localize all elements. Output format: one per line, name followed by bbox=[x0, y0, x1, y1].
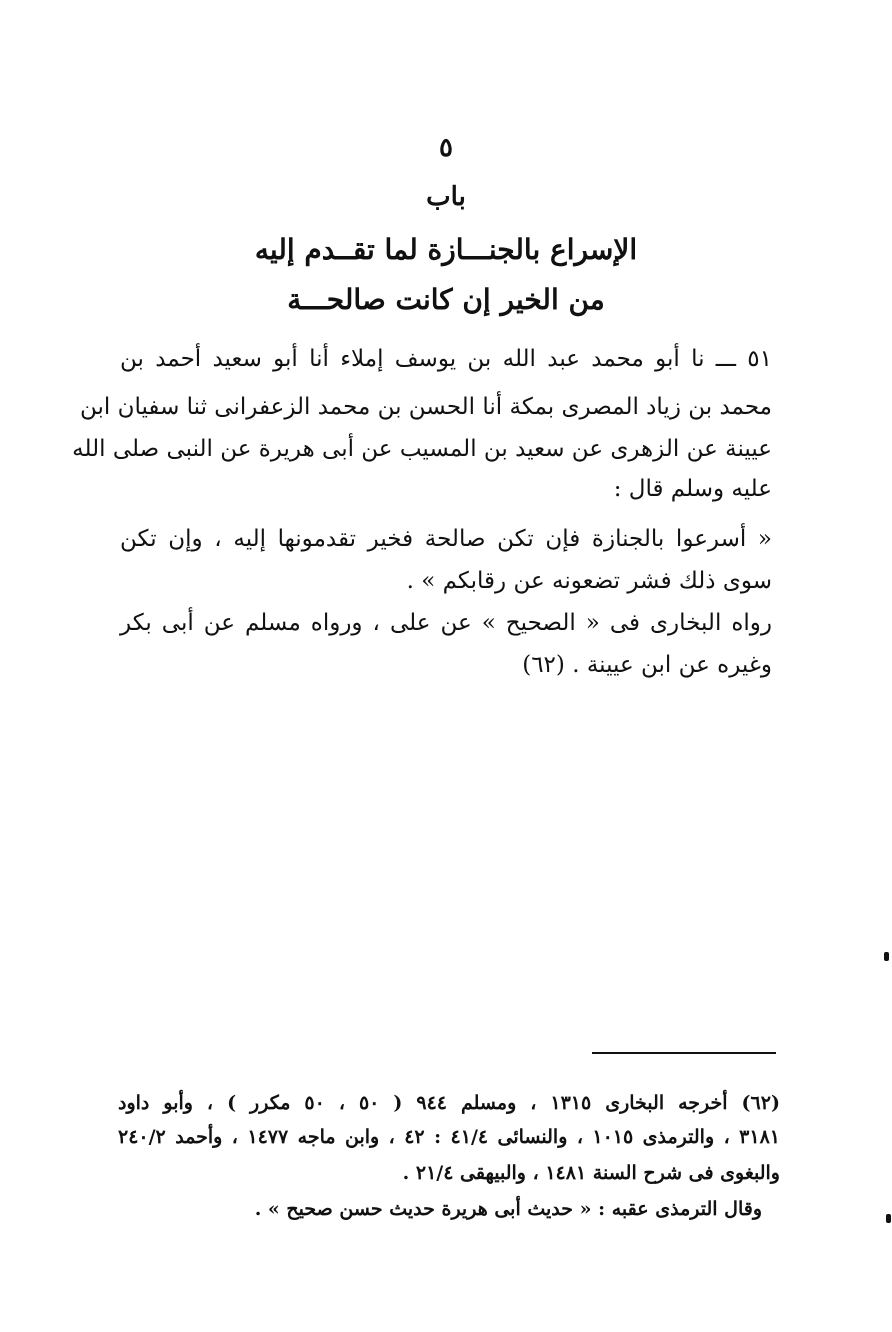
footnote-line-2: ٣١٨١ ، والترمذى ١٠١٥ ، والنسائى ٤١/٤ : ٤٢ ، وابن ماجه ١٤٧٧ ، وأحمد ٢٤٠/٢ bbox=[118, 1126, 780, 1148]
isnad-line-4: عليه وسلم قال : bbox=[613, 476, 772, 502]
chapter-title-line-2: من الخير إن كانت صالحـــة bbox=[287, 283, 605, 316]
footnote-line-3: والبغوى فى شرح السنة ١٤٨١ ، والبيهقى ٢١/٤ . bbox=[402, 1162, 780, 1184]
matn-line-2: سوى ذلك فشر تضعونه عن رقابكم » . bbox=[406, 568, 772, 594]
bab-heading: باب bbox=[426, 182, 466, 212]
footnote-separator bbox=[592, 1052, 776, 1054]
takhrij-line-1: رواه البخارى فى « الصحيح » عن على ، ورواه مسلم عن أبى بكر bbox=[120, 610, 772, 636]
footnote-line-1: (٦٢) أخرجه البخارى ١٣١٥ ، ومسلم ٩٤٤ ( ٥٠ ، ٥٠ مكرر ) ، وأبو داود bbox=[118, 1092, 780, 1114]
isnad-line-2: محمد بن زياد المصرى بمكة أنا الحسن بن محمد الزعفرانى ثنا سفيان ابن bbox=[79, 394, 772, 420]
chapter-title-line-1: الإسراع بالجنـــازة لما تقــدم إليه bbox=[254, 233, 638, 266]
isnad-line-3: عيينة عن الزهرى عن سعيد بن المسيب عن أبى هريرة عن النبى صلى الله bbox=[72, 436, 772, 462]
matn-line-1: « أسرعوا بالجنازة فإن تكن صالحة فخير تقدمونها إليه ، وإن تكن bbox=[120, 526, 772, 552]
footnote-line-4: وقال الترمذى عقبه : « حديث أبى هريرة حديث حسن صحيح » . bbox=[254, 1198, 762, 1220]
isnad-line-1: ٥١ ـــ نا أبو محمد عبد الله بن يوسف إملاء أنا أبو سعيد أحمد بن bbox=[120, 346, 772, 372]
chapter-number: ٥ bbox=[439, 133, 453, 163]
takhrij-line-2: وغيره عن ابن عيينة . (٦٢) bbox=[522, 652, 772, 678]
scan-edge-mark bbox=[886, 1214, 891, 1223]
scan-edge-mark bbox=[884, 952, 889, 961]
